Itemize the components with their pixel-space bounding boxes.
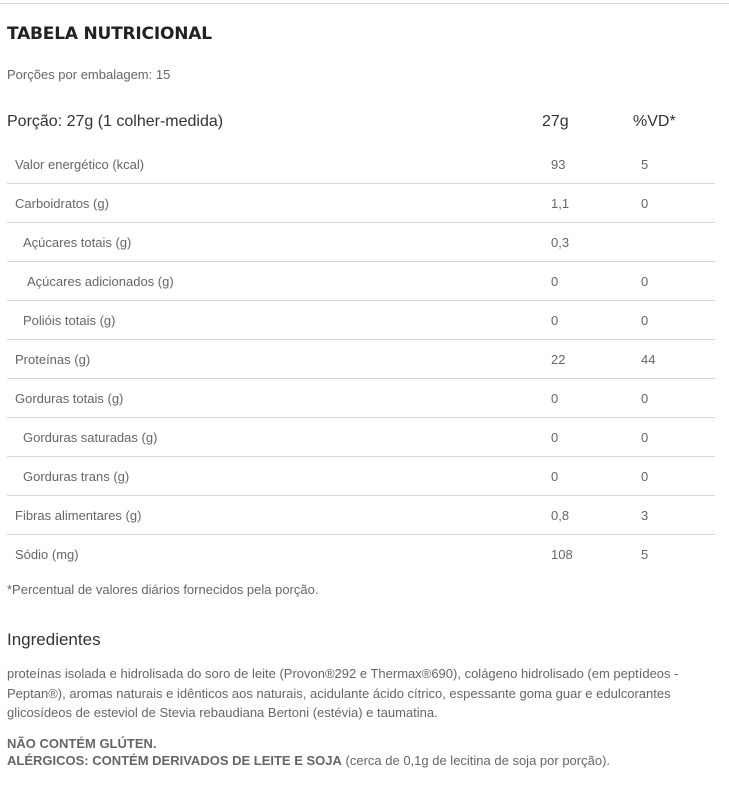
nutrient-quantity: 93 <box>551 157 566 172</box>
nutrient-name: Gorduras saturadas (g) <box>23 430 158 445</box>
table-row <box>7 262 715 301</box>
ingredients-title: Ingredientes <box>7 630 101 649</box>
table-row <box>7 418 715 457</box>
nutrient-daily-value: 0 <box>641 469 649 484</box>
nutrient-quantity: 108 <box>551 547 573 562</box>
nutrient-quantity: 0,3 <box>551 235 570 250</box>
nutrient-daily-value: 0 <box>641 391 649 406</box>
footnote: *Percentual de valores diários fornecidos pela porção. <box>7 582 319 597</box>
table-row <box>7 457 715 496</box>
table-row <box>7 301 715 340</box>
nutrient-name: Polióis totais (g) <box>23 313 116 328</box>
nutrient-daily-value: 0 <box>641 196 649 211</box>
nutrient-name: Fibras alimentares (g) <box>15 508 142 523</box>
ingredients-text: proteínas isolada e hidrolisada do soro de leite (Provon®292 e Thermax®690), colágeno hidrolisado (em peptídeos - Peptan®), aromas naturais e idênticos aos naturais, acidulante ácido cítrico, espessante goma guar e edulcorantes glicosídeos de esteviol de Stevia rebaudiana Bertoni (estévia) e taumatina. <box>7 666 679 720</box>
nutrient-name: Açúcares totais (g) <box>23 235 132 250</box>
nutrient-name: Valor energético (kcal) <box>15 157 145 172</box>
nutrient-quantity: 0 <box>551 430 559 445</box>
allergen-label: ALÉRGICOS: CONTÉM DERIVADOS DE LEITE E SOJA <box>7 753 342 768</box>
quantity-header: 27g <box>542 113 569 130</box>
table-row <box>7 184 715 223</box>
nutrient-daily-value: 0 <box>641 313 649 328</box>
nutrient-name: Gorduras totais (g) <box>15 391 124 406</box>
table-row <box>7 535 715 573</box>
nutrient-quantity: 22 <box>551 352 566 367</box>
nutrient-quantity: 1,1 <box>551 196 570 211</box>
top-divider <box>0 3 729 4</box>
nutrient-daily-value: 5 <box>641 547 649 562</box>
table-row <box>7 145 715 184</box>
nutrient-name: Sódio (mg) <box>15 547 79 562</box>
table-row <box>7 379 715 418</box>
nutrient-quantity: 0 <box>551 313 559 328</box>
nutrient-quantity: 0 <box>551 391 559 406</box>
table-row <box>7 223 715 262</box>
nutrient-name: Açúcares adicionados (g) <box>27 274 174 289</box>
nutrient-daily-value: 0 <box>641 274 649 289</box>
table-header <box>7 113 715 135</box>
nutrient-daily-value: 0 <box>641 430 649 445</box>
table-row <box>7 496 715 535</box>
nutrition-table <box>7 145 715 573</box>
nutrient-name: Proteínas (g) <box>15 352 91 367</box>
nutrient-name: Gorduras trans (g) <box>23 469 130 484</box>
nutrient-name: Carboidratos (g) <box>15 196 109 211</box>
servings-per-package: Porções por embalagem: 15 <box>7 67 171 82</box>
page-title: TABELA NUTRICIONAL <box>7 24 212 44</box>
portion-header: Porção: 27g (1 colher-medida) <box>7 113 224 130</box>
daily-value-header: %VD* <box>633 113 676 130</box>
nutrient-quantity: 0 <box>551 469 559 484</box>
allergen-notice <box>7 753 610 768</box>
nutrient-daily-value: 44 <box>641 352 656 367</box>
table-row <box>7 340 715 379</box>
gluten-notice: NÃO CONTÉM GLÚTEN. <box>7 736 157 751</box>
nutrient-quantity: 0 <box>551 274 559 289</box>
allergen-note: (cerca de 0,1g de lecitina de soja por porção). <box>341 753 611 768</box>
nutrient-daily-value: 3 <box>641 508 649 523</box>
nutrient-quantity: 0,8 <box>551 508 570 523</box>
nutrient-daily-value: 5 <box>641 157 649 172</box>
